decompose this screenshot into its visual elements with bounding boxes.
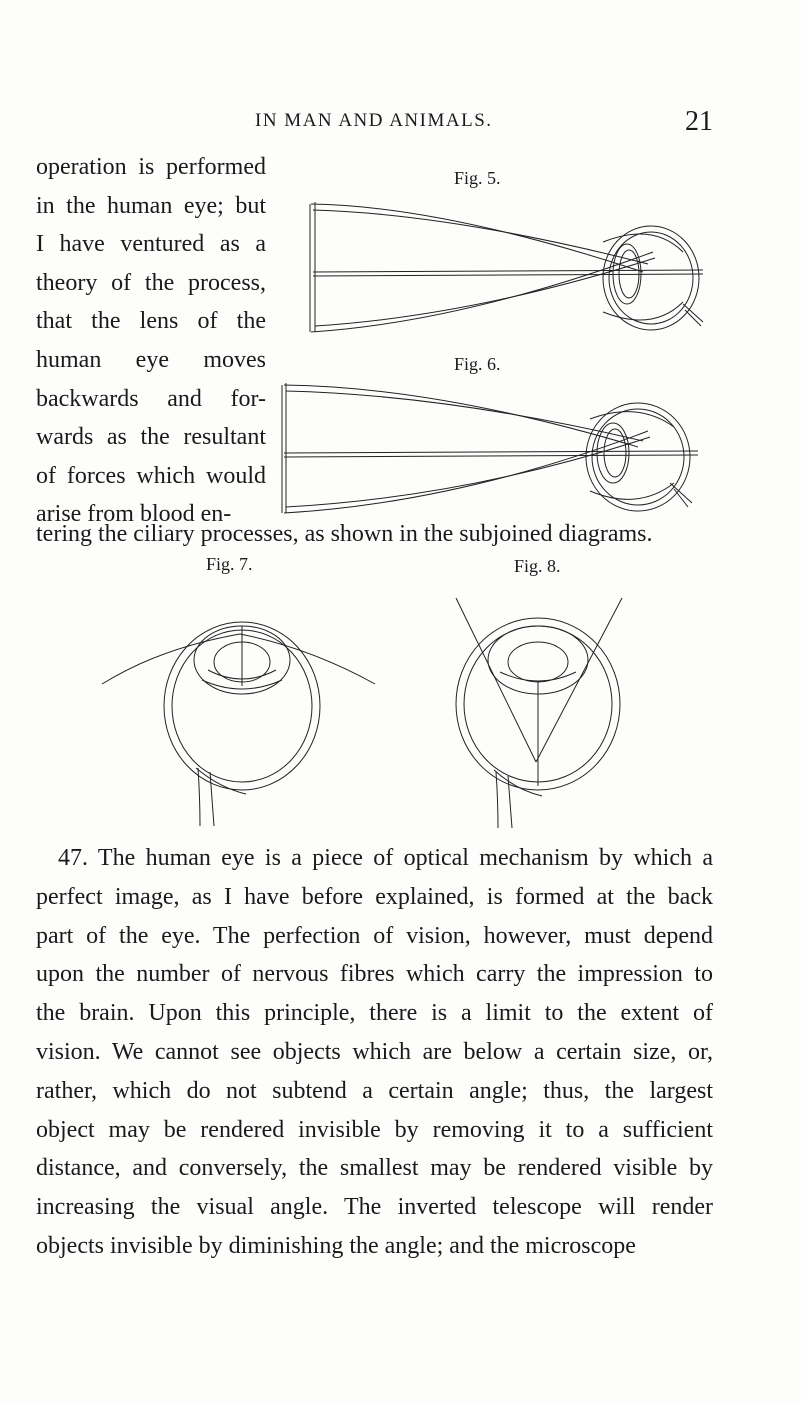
paragraph-line: the brain. Upon this principle, there is a limit to the extent of bbox=[36, 1000, 713, 1027]
fig6-diagram bbox=[278, 375, 708, 520]
paragraph-line: part of the eye. The perfection of vision, however, must depend bbox=[36, 922, 713, 949]
paragraph-line: rather, which do not subtend a certain angle; thus, the largest bbox=[36, 1077, 713, 1104]
text-line: wards as the resultant bbox=[36, 424, 266, 451]
fig6-caption: Fig. 6. bbox=[454, 354, 501, 374]
paragraph-line: upon the number of nervous fibres which carry the impression to bbox=[36, 961, 713, 988]
wrapped-text-column bbox=[36, 148, 266, 534]
text-line: human eye moves bbox=[36, 346, 266, 373]
paragraph-line: increasing the visual angle. The inverted telescope will render bbox=[36, 1194, 713, 1221]
paragraph-line: 47. The human eye is a piece of optical mechanism by which a bbox=[58, 845, 713, 871]
paragraph-line: perfect image, as I have before explained, is formed at the back bbox=[36, 883, 713, 910]
text-line: arise from blood en- bbox=[36, 501, 232, 528]
fig8-caption: Fig. 8. bbox=[514, 556, 561, 576]
text-line: of forces which would bbox=[36, 462, 266, 489]
paragraph-line: vision. We cannot see objects which are below a certain size, or, bbox=[36, 1038, 713, 1065]
text-line: operation is performed bbox=[36, 154, 266, 180]
text-line: I have ventured as a bbox=[36, 231, 266, 258]
fig7-caption: Fig. 7. bbox=[206, 554, 253, 574]
body-paragraph bbox=[36, 839, 713, 1266]
paragraph-line: object may be rendered invisible by removing it to a sufficient bbox=[36, 1116, 713, 1143]
fig5-caption: Fig. 5. bbox=[454, 168, 501, 188]
text-line: backwards and for- bbox=[36, 385, 266, 412]
fig7-diagram bbox=[100, 598, 385, 828]
paragraph-line: objects invisible by diminishing the angle; and the microscope bbox=[36, 1232, 636, 1259]
text-line: in the human eye; but bbox=[36, 192, 266, 219]
continuation-line: tering the ciliary processes, as shown in the subjoined diagrams. bbox=[36, 521, 653, 547]
page-number: 21 bbox=[685, 106, 713, 137]
fig5-diagram bbox=[283, 192, 713, 342]
text-line: theory of the process, bbox=[36, 269, 266, 296]
fig8-diagram bbox=[440, 596, 640, 830]
running-title: IN MAN AND ANIMALS. bbox=[255, 110, 493, 131]
text-line: that the lens of the bbox=[36, 308, 266, 335]
paragraph-line: distance, and conversely, the smallest may be rendered visible by bbox=[36, 1155, 713, 1182]
page-header bbox=[0, 106, 801, 146]
